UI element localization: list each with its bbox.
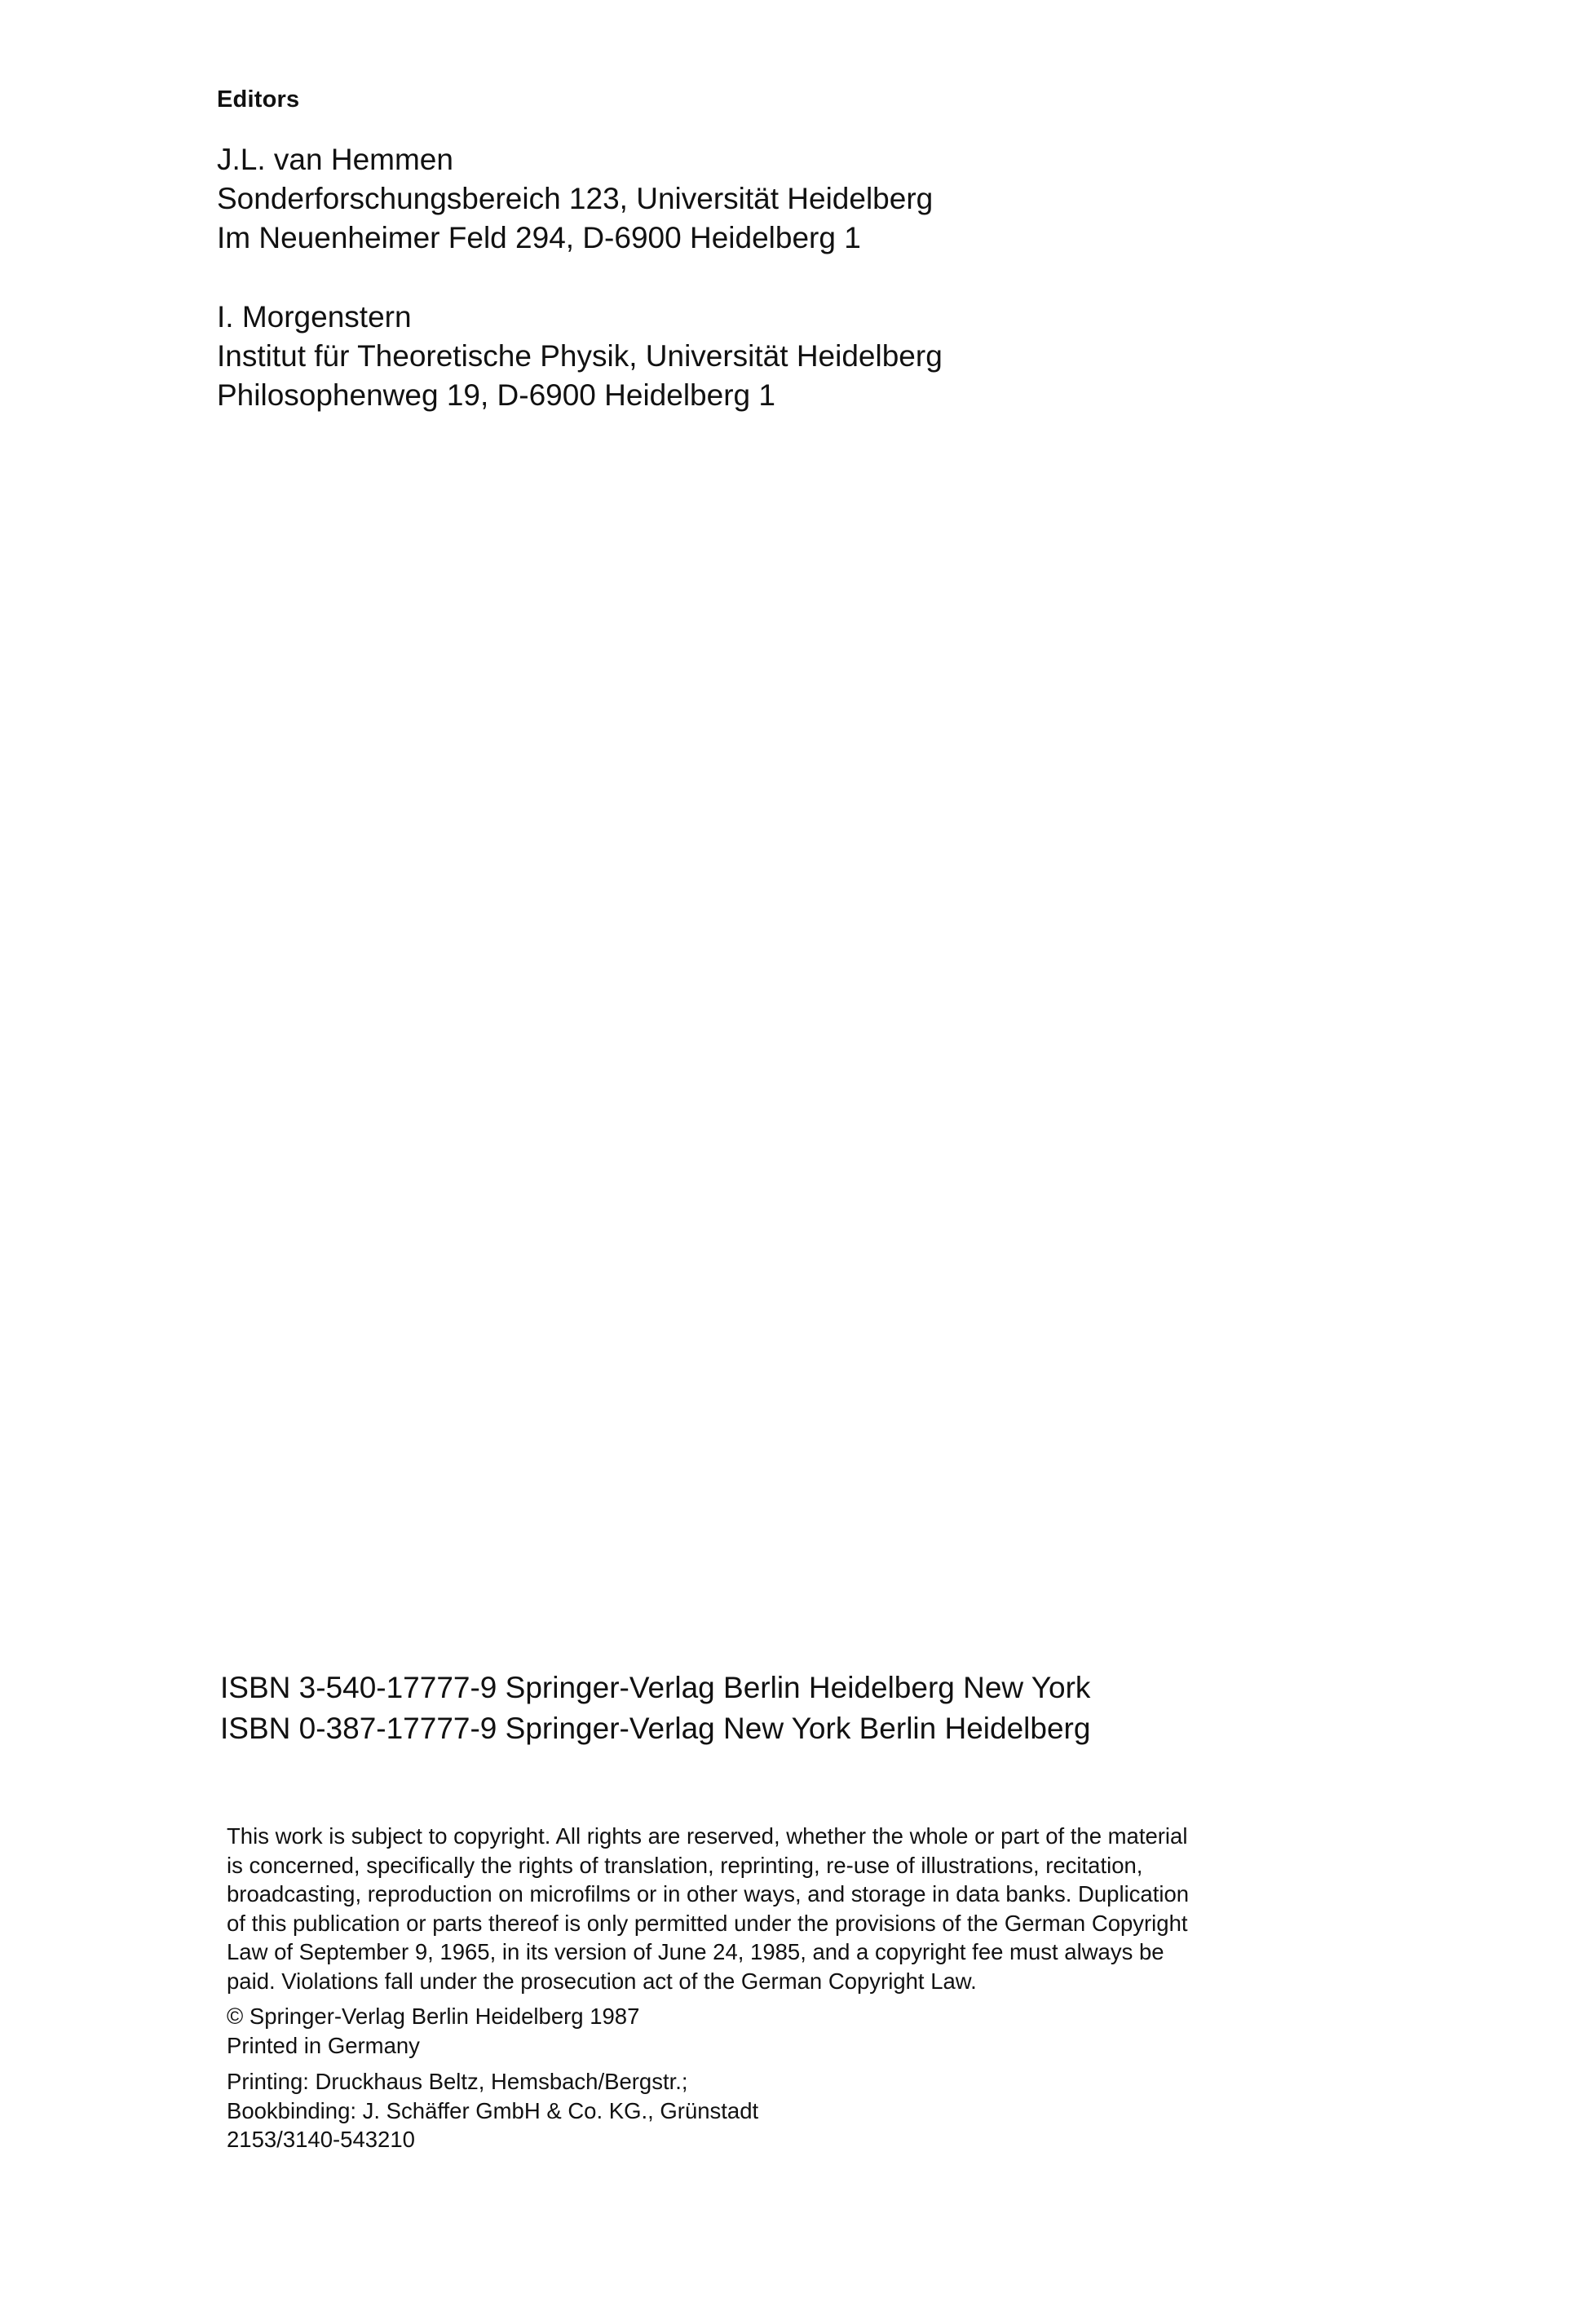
editor-affiliation: Institut für Theoretische Physik, Universität Heidelberg <box>217 339 943 373</box>
editor-affiliation: Sonderforschungsbereich 123, Universität Heidelberg <box>217 182 934 215</box>
notice-line: is concerned, specifically the rights of translation, reprinting, re-use of illustrations, recitation, <box>227 1852 1143 1878</box>
notice-line: This work is subject to copyright. All rights are reserved, whether the whole or part of the material <box>227 1823 1188 1849</box>
print-code-line: 2153/3140-543210 <box>227 2127 415 2152</box>
notice-line: broadcasting, reproduction on microfilms or in other ways, and storage in data banks. Duplication <box>227 1881 1190 1906</box>
legal-section <box>227 1822 1279 2154</box>
notice-line: Law of September 9, 1965, in its version of June 24, 1985, and a copyright fee must always be <box>227 1939 1164 1964</box>
copyright-statement <box>227 2002 1279 2060</box>
copyright-line: © Springer-Verlag Berlin Heidelberg 1987 <box>227 2004 640 2029</box>
notice-line: of this publication or parts thereof is only permitted under the provisions of the German Copyright <box>227 1910 1188 1936</box>
editor-address: Philosophenweg 19, D-6900 Heidelberg 1 <box>217 378 775 412</box>
editor-name: I. Morgenstern <box>217 300 412 334</box>
notice-line: paid. Violations fall under the prosecution act of the German Copyright Law. <box>227 1968 977 1994</box>
printed-in-line: Printed in Germany <box>227 2032 420 2058</box>
editors-heading: Editors <box>217 86 300 113</box>
isbn-line: ISBN 3-540-17777-9 Springer-Verlag Berlin Heidelberg New York <box>220 1671 1091 1704</box>
isbn-line: ISBN 0-387-17777-9 Springer-Verlag New York Berlin Heidelberg <box>220 1712 1091 1745</box>
isbn-block <box>220 1668 1090 1749</box>
printing-credits <box>227 2067 1279 2154</box>
editor-address-block <box>217 298 943 415</box>
copyright-notice <box>227 1822 1279 1995</box>
editor-address-block <box>217 140 933 258</box>
editor-name: J.L. van Hemmen <box>217 143 453 176</box>
editor-address: Im Neuenheimer Feld 294, D-6900 Heidelberg 1 <box>217 221 861 254</box>
printing-line: Printing: Druckhaus Beltz, Hemsbach/Bergstr.; <box>227 2069 688 2094</box>
bookbinding-line: Bookbinding: J. Schäffer GmbH & Co. KG., Grünstadt <box>227 2097 759 2123</box>
